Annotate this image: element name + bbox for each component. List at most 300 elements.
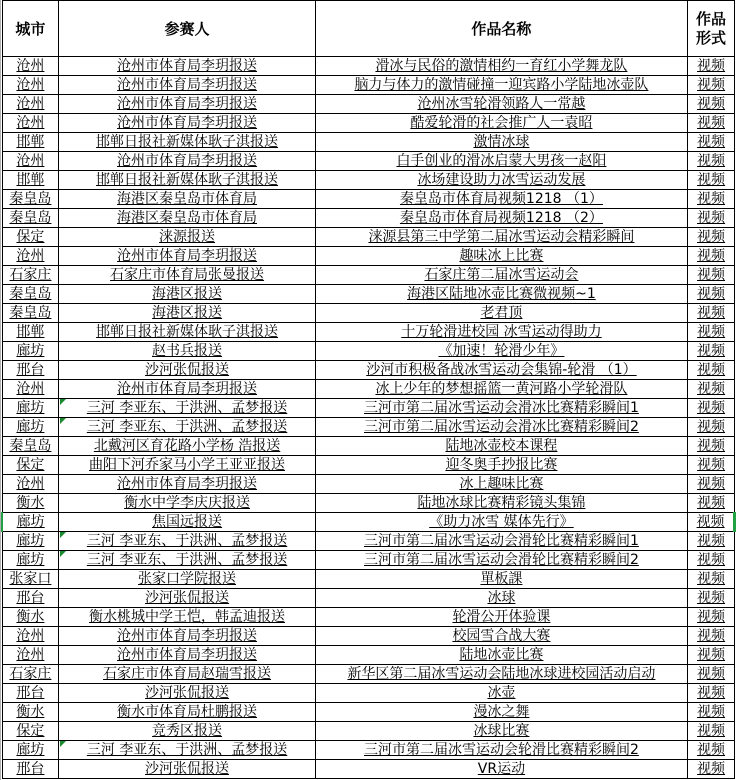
city-cell[interactable] bbox=[2, 741, 59, 760]
city-cell-text: 廊坊 bbox=[16, 343, 45, 359]
city-cell[interactable] bbox=[2, 247, 59, 266]
participant-cell[interactable] bbox=[59, 57, 315, 76]
title-cell[interactable] bbox=[315, 209, 687, 228]
city-cell[interactable] bbox=[2, 361, 59, 380]
table-row bbox=[2, 114, 735, 133]
format-cell-text: 视频 bbox=[697, 704, 726, 720]
city-cell[interactable] bbox=[2, 228, 59, 247]
city-cell[interactable] bbox=[2, 114, 59, 133]
title-cell[interactable] bbox=[315, 323, 687, 342]
table-row bbox=[2, 171, 735, 190]
title-cell[interactable] bbox=[315, 228, 687, 247]
table-row bbox=[2, 437, 735, 456]
format-cell[interactable] bbox=[688, 665, 735, 684]
participant-cell[interactable] bbox=[59, 475, 315, 494]
city-cell-text: 廊坊 bbox=[16, 533, 45, 549]
table-row bbox=[2, 361, 735, 380]
header-city[interactable]: 城市 bbox=[2, 1, 59, 57]
participant-cell-text: 衡水桃城中学王恺，韩孟迪报送 bbox=[89, 609, 286, 625]
participant-cell-text: 衡水市体育局杜鹏报送 bbox=[117, 704, 258, 720]
city-cell-text: 沧州 bbox=[16, 647, 45, 663]
table-row bbox=[2, 551, 735, 570]
city-cell-text: 张家口 bbox=[9, 571, 52, 587]
city-cell-text: 衡水 bbox=[16, 609, 45, 625]
format-cell-text: 视频 bbox=[697, 58, 726, 74]
format-cell-text: 视频 bbox=[697, 324, 726, 340]
participant-cell[interactable] bbox=[59, 741, 315, 760]
title-cell[interactable] bbox=[315, 760, 687, 779]
participant-cell-text: 石家庄市体育局赵瑞雪报送 bbox=[103, 666, 272, 682]
table-row bbox=[2, 532, 735, 551]
format-cell-text: 视频 bbox=[697, 419, 726, 435]
participant-cell-text: 赵书兵报送 bbox=[152, 343, 223, 359]
participant-cell[interactable] bbox=[59, 171, 315, 190]
participant-cell[interactable] bbox=[59, 551, 315, 570]
city-cell[interactable] bbox=[2, 513, 59, 532]
table-row bbox=[2, 494, 735, 513]
title-cell[interactable] bbox=[315, 570, 687, 589]
format-cell[interactable] bbox=[688, 418, 735, 437]
city-cell[interactable] bbox=[2, 76, 59, 95]
table-row bbox=[2, 285, 735, 304]
format-cell[interactable] bbox=[688, 304, 735, 323]
title-cell[interactable] bbox=[315, 589, 687, 608]
format-cell[interactable] bbox=[688, 437, 735, 456]
city-cell[interactable] bbox=[2, 380, 59, 399]
format-cell-text: 视频 bbox=[697, 476, 726, 492]
title-cell[interactable] bbox=[315, 114, 687, 133]
participant-cell[interactable] bbox=[59, 266, 315, 285]
title-cell[interactable] bbox=[315, 133, 687, 152]
title-cell-text: 十万轮滑进校园 冰雪运动得助力 bbox=[401, 324, 602, 340]
title-cell[interactable] bbox=[315, 285, 687, 304]
city-cell-text: 邯郸 bbox=[16, 324, 45, 340]
participant-cell[interactable] bbox=[59, 646, 315, 665]
table-row bbox=[2, 76, 735, 95]
format-cell[interactable] bbox=[688, 741, 735, 760]
format-cell[interactable] bbox=[688, 760, 735, 779]
format-cell-text: 视频 bbox=[697, 229, 726, 245]
table-row bbox=[2, 57, 735, 76]
table-row bbox=[2, 190, 735, 209]
city-cell[interactable] bbox=[2, 133, 59, 152]
participant-cell-text: 衡水中学李庆庆报送 bbox=[124, 495, 251, 511]
city-cell-text: 保定 bbox=[16, 723, 45, 739]
table-row bbox=[2, 703, 735, 722]
title-cell[interactable] bbox=[315, 494, 687, 513]
title-cell[interactable] bbox=[315, 266, 687, 285]
participant-cell[interactable] bbox=[59, 722, 315, 741]
title-cell[interactable] bbox=[315, 152, 687, 171]
title-cell-text: 《加速！轮滑少年》 bbox=[438, 343, 565, 359]
city-cell[interactable] bbox=[2, 418, 59, 437]
participant-cell[interactable] bbox=[59, 323, 315, 342]
header-row bbox=[2, 1, 735, 57]
title-cell[interactable] bbox=[315, 665, 687, 684]
format-cell[interactable] bbox=[688, 399, 735, 418]
format-cell-text: 视频 bbox=[697, 134, 726, 150]
participant-cell-text: 沧州市体育局李玥报送 bbox=[117, 153, 258, 169]
title-cell-text: 三河市第二届冰雪运动会轮滑比赛精彩瞬间2 bbox=[363, 742, 639, 758]
city-cell[interactable] bbox=[2, 437, 59, 456]
city-cell[interactable] bbox=[2, 342, 59, 361]
format-cell[interactable] bbox=[688, 627, 735, 646]
format-cell[interactable] bbox=[688, 114, 735, 133]
format-cell-text: 视频 bbox=[697, 495, 726, 511]
title-cell-text: 單板課 bbox=[480, 571, 523, 587]
title-cell[interactable] bbox=[315, 190, 687, 209]
format-cell[interactable] bbox=[688, 703, 735, 722]
table-row bbox=[2, 456, 735, 475]
city-cell[interactable] bbox=[2, 760, 59, 779]
title-cell-text: 滑冰与民俗的激情相约一育红小学舞龙队 bbox=[375, 58, 628, 74]
city-cell[interactable] bbox=[2, 703, 59, 722]
participant-cell[interactable] bbox=[59, 494, 315, 513]
format-cell[interactable] bbox=[688, 247, 735, 266]
title-cell-text: 冰上趣味比赛 bbox=[459, 476, 544, 492]
participant-cell-text: 三河 李亚东、于洪洲、孟梦报送 bbox=[86, 400, 288, 416]
format-cell[interactable] bbox=[688, 190, 735, 209]
format-cell-text: 视频 bbox=[697, 96, 726, 112]
table-row bbox=[2, 741, 735, 760]
title-cell[interactable] bbox=[315, 741, 687, 760]
participant-cell-text: 沧州市体育局李玥报送 bbox=[117, 77, 258, 93]
title-cell[interactable] bbox=[315, 456, 687, 475]
city-cell-text: 廊坊 bbox=[16, 552, 45, 568]
participant-cell[interactable] bbox=[59, 532, 315, 551]
format-cell-text: 视频 bbox=[697, 457, 726, 473]
format-cell-text: 视频 bbox=[697, 761, 726, 777]
participant-cell-text: 沧州市体育局李玥报送 bbox=[117, 115, 258, 131]
city-cell[interactable] bbox=[2, 171, 59, 190]
format-cell-text: 视频 bbox=[697, 267, 726, 283]
table-row bbox=[2, 646, 735, 665]
title-cell-text: 酷爱轮滑的社会推广人一袁昭 bbox=[410, 115, 593, 131]
header-format[interactable] bbox=[688, 1, 735, 57]
participant-cell[interactable] bbox=[59, 513, 315, 532]
table-row bbox=[2, 684, 735, 703]
format-cell[interactable] bbox=[688, 684, 735, 703]
table-row bbox=[2, 380, 735, 399]
participant-cell-text: 海港区报送 bbox=[152, 286, 223, 302]
spreadsheet-table bbox=[1, 0, 736, 779]
title-cell[interactable] bbox=[315, 95, 687, 114]
format-cell-text: 视频 bbox=[697, 685, 726, 701]
title-cell-text: 秦皇岛市体育局视频1218 （2） bbox=[399, 210, 603, 226]
format-cell-text: 视频 bbox=[697, 666, 726, 682]
city-cell[interactable] bbox=[2, 323, 59, 342]
format-cell[interactable] bbox=[688, 646, 735, 665]
participant-cell-text: 沙河张侃报送 bbox=[145, 362, 230, 378]
city-cell-text: 秦皇岛 bbox=[9, 305, 52, 321]
title-cell-text: 迎冬奥手抄报比赛 bbox=[445, 457, 558, 473]
title-cell-text: 沙河市积极备战冰雪运动会集锦-轮滑 （1） bbox=[366, 362, 637, 378]
title-cell-text: 冰场建设助力冰雪运动发展 bbox=[417, 172, 586, 188]
participant-cell[interactable] bbox=[59, 570, 315, 589]
participant-cell-text: 三河 李亚东、于洪洲、孟梦报送 bbox=[86, 533, 288, 549]
format-cell[interactable] bbox=[688, 133, 735, 152]
city-cell[interactable] bbox=[2, 551, 59, 570]
table-row bbox=[2, 722, 735, 741]
format-cell-text: 视频 bbox=[697, 381, 726, 397]
title-cell-text: 脑力与体力的激情碰撞一迎宾路小学陆地冰壶队 bbox=[354, 77, 649, 93]
participant-cell[interactable] bbox=[59, 684, 315, 703]
city-cell[interactable] bbox=[2, 152, 59, 171]
city-cell[interactable] bbox=[2, 190, 59, 209]
title-cell[interactable] bbox=[315, 361, 687, 380]
format-cell[interactable] bbox=[688, 285, 735, 304]
title-cell[interactable] bbox=[315, 532, 687, 551]
title-cell-text: 陆地冰壶校本课程 bbox=[445, 438, 558, 454]
participant-cell-text: 沧州市体育局李玥报送 bbox=[117, 476, 258, 492]
participant-cell-text: 海港区秦皇岛市体育局 bbox=[117, 191, 258, 207]
participant-cell[interactable] bbox=[59, 437, 315, 456]
format-cell[interactable] bbox=[688, 570, 735, 589]
city-cell[interactable] bbox=[2, 57, 59, 76]
format-cell[interactable] bbox=[688, 456, 735, 475]
city-cell-text: 沧州 bbox=[16, 96, 45, 112]
title-cell-text: 冰球比赛 bbox=[473, 723, 530, 739]
city-cell[interactable] bbox=[2, 456, 59, 475]
format-cell[interactable] bbox=[688, 532, 735, 551]
format-cell[interactable] bbox=[688, 209, 735, 228]
title-cell[interactable] bbox=[315, 304, 687, 323]
format-cell[interactable] bbox=[688, 589, 735, 608]
city-cell[interactable] bbox=[2, 95, 59, 114]
header-participant[interactable]: 参赛人 bbox=[59, 1, 315, 57]
city-cell-text: 保定 bbox=[16, 457, 45, 473]
city-cell-text: 邢台 bbox=[16, 761, 45, 777]
title-cell[interactable] bbox=[315, 76, 687, 95]
city-cell[interactable] bbox=[2, 627, 59, 646]
participant-cell[interactable] bbox=[59, 76, 315, 95]
participant-cell-text: 沙河张侃报送 bbox=[145, 590, 230, 606]
title-cell-text: 老君顶 bbox=[480, 305, 523, 321]
table-row bbox=[2, 475, 735, 494]
city-cell-text: 沧州 bbox=[16, 476, 45, 492]
format-cell[interactable] bbox=[688, 380, 735, 399]
participant-cell[interactable] bbox=[59, 380, 315, 399]
participant-cell-text: 沧州市体育局李玥报送 bbox=[117, 248, 258, 264]
format-cell[interactable] bbox=[688, 266, 735, 285]
participant-cell-text: 石家庄市体育局张曼报送 bbox=[110, 267, 265, 283]
city-cell-text: 沧州 bbox=[16, 153, 45, 169]
title-cell[interactable] bbox=[315, 684, 687, 703]
participant-cell-text: 海港区报送 bbox=[152, 305, 223, 321]
participant-cell[interactable] bbox=[59, 399, 315, 418]
city-cell[interactable] bbox=[2, 589, 59, 608]
format-cell[interactable] bbox=[688, 171, 735, 190]
participant-cell[interactable] bbox=[59, 95, 315, 114]
table-body bbox=[2, 57, 735, 779]
format-cell[interactable] bbox=[688, 76, 735, 95]
format-cell[interactable] bbox=[688, 513, 735, 532]
title-cell[interactable] bbox=[315, 627, 687, 646]
city-cell-text: 秦皇岛 bbox=[9, 286, 52, 302]
participant-cell[interactable] bbox=[59, 190, 315, 209]
title-cell[interactable] bbox=[315, 399, 687, 418]
format-cell-text: 视频 bbox=[697, 609, 726, 625]
format-cell-text: 视频 bbox=[697, 153, 726, 169]
city-cell[interactable] bbox=[2, 285, 59, 304]
title-cell-text: 三河市第二届冰雪运动会滑冰比赛精彩瞬间1 bbox=[363, 400, 639, 416]
title-cell-text: VR运动 bbox=[477, 761, 526, 777]
participant-cell[interactable] bbox=[59, 703, 315, 722]
city-cell[interactable] bbox=[2, 722, 59, 741]
city-cell-text: 邢台 bbox=[16, 590, 45, 606]
format-cell[interactable] bbox=[688, 57, 735, 76]
format-cell-text: 视频 bbox=[697, 742, 726, 758]
format-cell[interactable] bbox=[688, 551, 735, 570]
title-cell-text: 冰壶 bbox=[487, 685, 516, 701]
city-cell-text: 沧州 bbox=[16, 628, 45, 644]
format-cell-text: 视频 bbox=[697, 305, 726, 321]
city-cell-text: 石家庄 bbox=[9, 267, 52, 283]
title-cell[interactable] bbox=[315, 57, 687, 76]
city-cell-text: 邯郸 bbox=[16, 172, 45, 188]
title-cell[interactable] bbox=[315, 437, 687, 456]
city-cell-text: 廊坊 bbox=[16, 419, 45, 435]
title-cell[interactable] bbox=[315, 380, 687, 399]
city-cell-text: 沧州 bbox=[16, 248, 45, 264]
table-row bbox=[2, 589, 735, 608]
participant-cell-text: 沙河张侃报送 bbox=[145, 685, 230, 701]
city-cell[interactable] bbox=[2, 475, 59, 494]
title-cell-text: 白手创业的滑冰启蒙大男孩一赵阳 bbox=[396, 153, 607, 169]
participant-cell[interactable] bbox=[59, 228, 315, 247]
format-cell-text: 视频 bbox=[697, 77, 726, 93]
table-row bbox=[2, 513, 735, 532]
title-cell[interactable] bbox=[315, 608, 687, 627]
participant-cell-text: 涞源报送 bbox=[159, 229, 216, 245]
participant-cell-text: 沧州市体育局李玥报送 bbox=[117, 628, 258, 644]
city-cell[interactable] bbox=[2, 399, 59, 418]
city-cell-text: 邯郸 bbox=[16, 134, 45, 150]
participant-cell-text: 曲阳下河乔家马小学王亚亚报送 bbox=[89, 457, 286, 473]
participant-cell[interactable] bbox=[59, 209, 315, 228]
city-cell[interactable] bbox=[2, 684, 59, 703]
format-cell[interactable] bbox=[688, 608, 735, 627]
city-cell-text: 秦皇岛 bbox=[9, 191, 52, 207]
title-cell-text: 沧州冰雪轮滑领路人一常越 bbox=[417, 96, 586, 112]
participant-cell[interactable] bbox=[59, 133, 315, 152]
city-cell-text: 廊坊 bbox=[16, 742, 45, 758]
city-cell[interactable] bbox=[2, 209, 59, 228]
participant-cell[interactable] bbox=[59, 608, 315, 627]
participant-cell-text: 沧州市体育局李玥报送 bbox=[117, 58, 258, 74]
city-cell-text: 沧州 bbox=[16, 77, 45, 93]
table-row bbox=[2, 323, 735, 342]
city-cell-text: 沧州 bbox=[16, 115, 45, 131]
title-cell[interactable] bbox=[315, 646, 687, 665]
participant-cell[interactable] bbox=[59, 361, 315, 380]
header-title[interactable]: 作品名称 bbox=[315, 1, 687, 57]
format-cell[interactable] bbox=[688, 475, 735, 494]
city-cell[interactable] bbox=[2, 665, 59, 684]
title-cell[interactable] bbox=[315, 171, 687, 190]
city-cell[interactable] bbox=[2, 532, 59, 551]
city-cell[interactable] bbox=[2, 608, 59, 627]
table-row bbox=[2, 209, 735, 228]
format-cell[interactable] bbox=[688, 494, 735, 513]
title-cell[interactable] bbox=[315, 475, 687, 494]
format-cell[interactable] bbox=[688, 722, 735, 741]
format-cell-text: 视频 bbox=[697, 248, 726, 264]
city-cell-text: 廊坊 bbox=[16, 400, 45, 416]
participant-cell[interactable] bbox=[59, 285, 315, 304]
participant-cell-text: 三河 李亚东、于洪洲、孟梦报送 bbox=[86, 552, 288, 568]
format-cell[interactable] bbox=[688, 228, 735, 247]
city-cell[interactable] bbox=[2, 646, 59, 665]
table-row bbox=[2, 608, 735, 627]
title-cell[interactable] bbox=[315, 342, 687, 361]
format-cell[interactable] bbox=[688, 342, 735, 361]
participant-cell[interactable] bbox=[59, 152, 315, 171]
format-cell-text: 视频 bbox=[697, 172, 726, 188]
participant-cell-text: 三河 李亚东、于洪洲、孟梦报送 bbox=[86, 419, 288, 435]
format-cell[interactable] bbox=[688, 95, 735, 114]
format-cell[interactable] bbox=[688, 152, 735, 171]
city-cell[interactable] bbox=[2, 494, 59, 513]
format-cell-text: 视频 bbox=[697, 210, 726, 226]
title-cell[interactable] bbox=[315, 247, 687, 266]
participant-cell-text: 竞秀区报送 bbox=[152, 723, 223, 739]
title-cell[interactable] bbox=[315, 513, 687, 532]
participant-cell[interactable] bbox=[59, 665, 315, 684]
title-cell-text: 校园雪合战大赛 bbox=[452, 628, 551, 644]
participant-cell[interactable] bbox=[59, 627, 315, 646]
format-cell[interactable] bbox=[688, 323, 735, 342]
title-cell[interactable] bbox=[315, 418, 687, 437]
title-cell[interactable] bbox=[315, 722, 687, 741]
participant-cell[interactable] bbox=[59, 760, 315, 779]
participant-cell[interactable] bbox=[59, 114, 315, 133]
title-cell[interactable] bbox=[315, 703, 687, 722]
participant-cell[interactable] bbox=[59, 589, 315, 608]
format-cell-text: 视频 bbox=[697, 343, 726, 359]
header-format-text: 作品形式 bbox=[696, 9, 727, 47]
title-cell-text: 冰球 bbox=[487, 590, 516, 606]
table-row bbox=[2, 95, 735, 114]
participant-cell-text: 邯郸日报社新媒体耿子淇报送 bbox=[96, 172, 279, 188]
city-cell-text: 沧州 bbox=[16, 58, 45, 74]
participant-cell[interactable] bbox=[59, 456, 315, 475]
title-cell-text: 三河市第二届冰雪运动会滑冰比赛精彩瞬间2 bbox=[363, 419, 639, 435]
participant-cell[interactable] bbox=[59, 342, 315, 361]
format-cell[interactable] bbox=[688, 361, 735, 380]
participant-cell[interactable] bbox=[59, 247, 315, 266]
title-cell[interactable] bbox=[315, 551, 687, 570]
participant-cell[interactable] bbox=[59, 304, 315, 323]
format-cell-text: 视频 bbox=[697, 115, 726, 131]
title-cell-text: 三河市第二届冰雪运动会滑轮比赛精彩瞬间2 bbox=[363, 552, 639, 568]
title-cell-text: 轮滑公开体验课 bbox=[452, 609, 551, 625]
participant-cell-text: 沙河张侃报送 bbox=[145, 761, 230, 777]
title-cell-text: 激情冰球 bbox=[473, 134, 530, 150]
city-cell[interactable] bbox=[2, 266, 59, 285]
title-cell-text: 《助力冰雪 媒体先行》 bbox=[429, 514, 574, 530]
table-row bbox=[2, 152, 735, 171]
participant-cell-text: 海港区秦皇岛市体育局 bbox=[117, 210, 258, 226]
table-row bbox=[2, 627, 735, 646]
title-cell-text: 新华区第二届冰雪运动会陆地冰球进校园活动启动 bbox=[347, 666, 656, 682]
city-cell[interactable] bbox=[2, 304, 59, 323]
participant-cell[interactable] bbox=[59, 418, 315, 437]
city-cell-text: 保定 bbox=[16, 229, 45, 245]
city-cell[interactable] bbox=[2, 570, 59, 589]
participant-cell-text: 邯郸日报社新媒体耿子淇报送 bbox=[96, 134, 279, 150]
table-row bbox=[2, 247, 735, 266]
